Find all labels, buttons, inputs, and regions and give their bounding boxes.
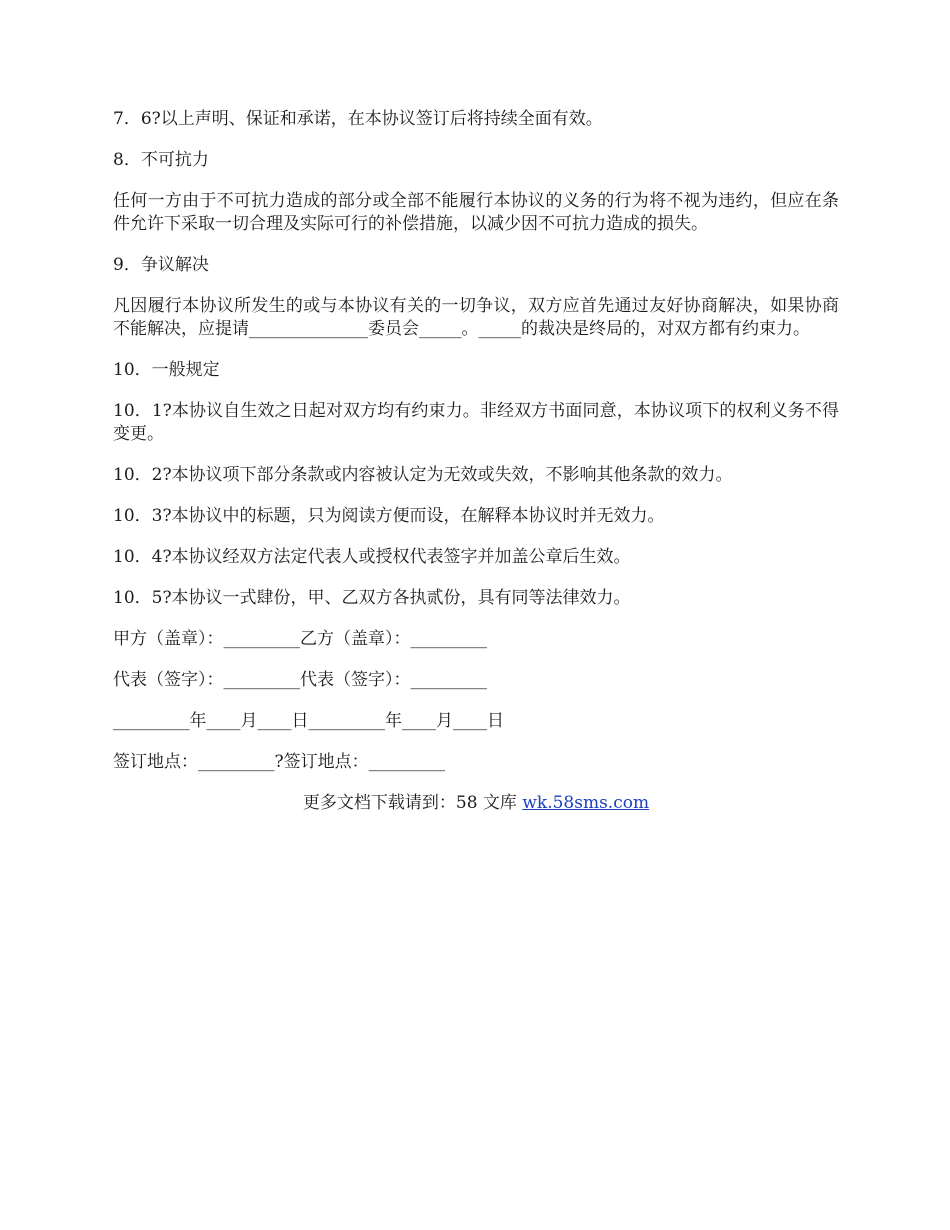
signature-date-line: _________年____月____日_________年____月____日 — [113, 711, 504, 731]
footer-link[interactable]: wk.58sms.com — [522, 793, 650, 813]
clause-10-1: 10．1?本协议自生效之日起对双方均有约束力。非经双方书面同意，本协议项下的权利义务不得变更。 — [113, 401, 839, 444]
heading-force-majeure: 8．不可抗力 — [113, 150, 209, 170]
heading-general-provisions: 10．一般规定 — [113, 360, 220, 380]
clause-7-6: 7．6?以上声明、保证和承诺，在本协议签订后将持续全面有效。 — [113, 109, 603, 129]
signature-seal-line: 甲方（盖章）：_________乙方（盖章）：_________ — [113, 629, 487, 649]
download-footer — [113, 792, 839, 815]
clause-9-body: 凡因履行本协议所发生的或与本协议有关的一切争议，双方应首先通过友好协商解决，如果协商不能解决，应提请______________委员会_____。_____的裁决是终局的，对双方都有约束力。 — [113, 296, 839, 339]
clause-8-body: 任何一方由于不可抗力造成的部分或全部不能履行本协议的义务的行为将不视为违约，但应在条件允许下采取一切合理及实际可行的补偿措施，以减少因不可抗力造成的损失。 — [113, 191, 839, 234]
clause-10-5: 10．5?本协议一式肆份，甲、乙双方各执贰份，具有同等法律效力。 — [113, 588, 631, 608]
signature-representative-line: 代表（签字）：_________代表（签字）：_________ — [113, 670, 487, 690]
document-page — [113, 108, 839, 815]
clause-10-4: 10．4?本协议经双方法定代表人或授权代表签字并加盖公章后生效。 — [113, 547, 631, 567]
footer-text: 更多文档下载请到：58 文库 — [302, 793, 523, 813]
signature-place-line: 签订地点：_________?签订地点：_________ — [113, 752, 446, 772]
clause-10-3: 10．3?本协议中的标题，只为阅读方便而设，在解释本协议时并无效力。 — [113, 506, 665, 526]
heading-dispute-resolution: 9．争议解决 — [113, 255, 209, 275]
clause-10-2: 10．2?本协议项下部分条款或内容被认定为无效或失效，不影响其他条款的效力。 — [113, 465, 733, 485]
